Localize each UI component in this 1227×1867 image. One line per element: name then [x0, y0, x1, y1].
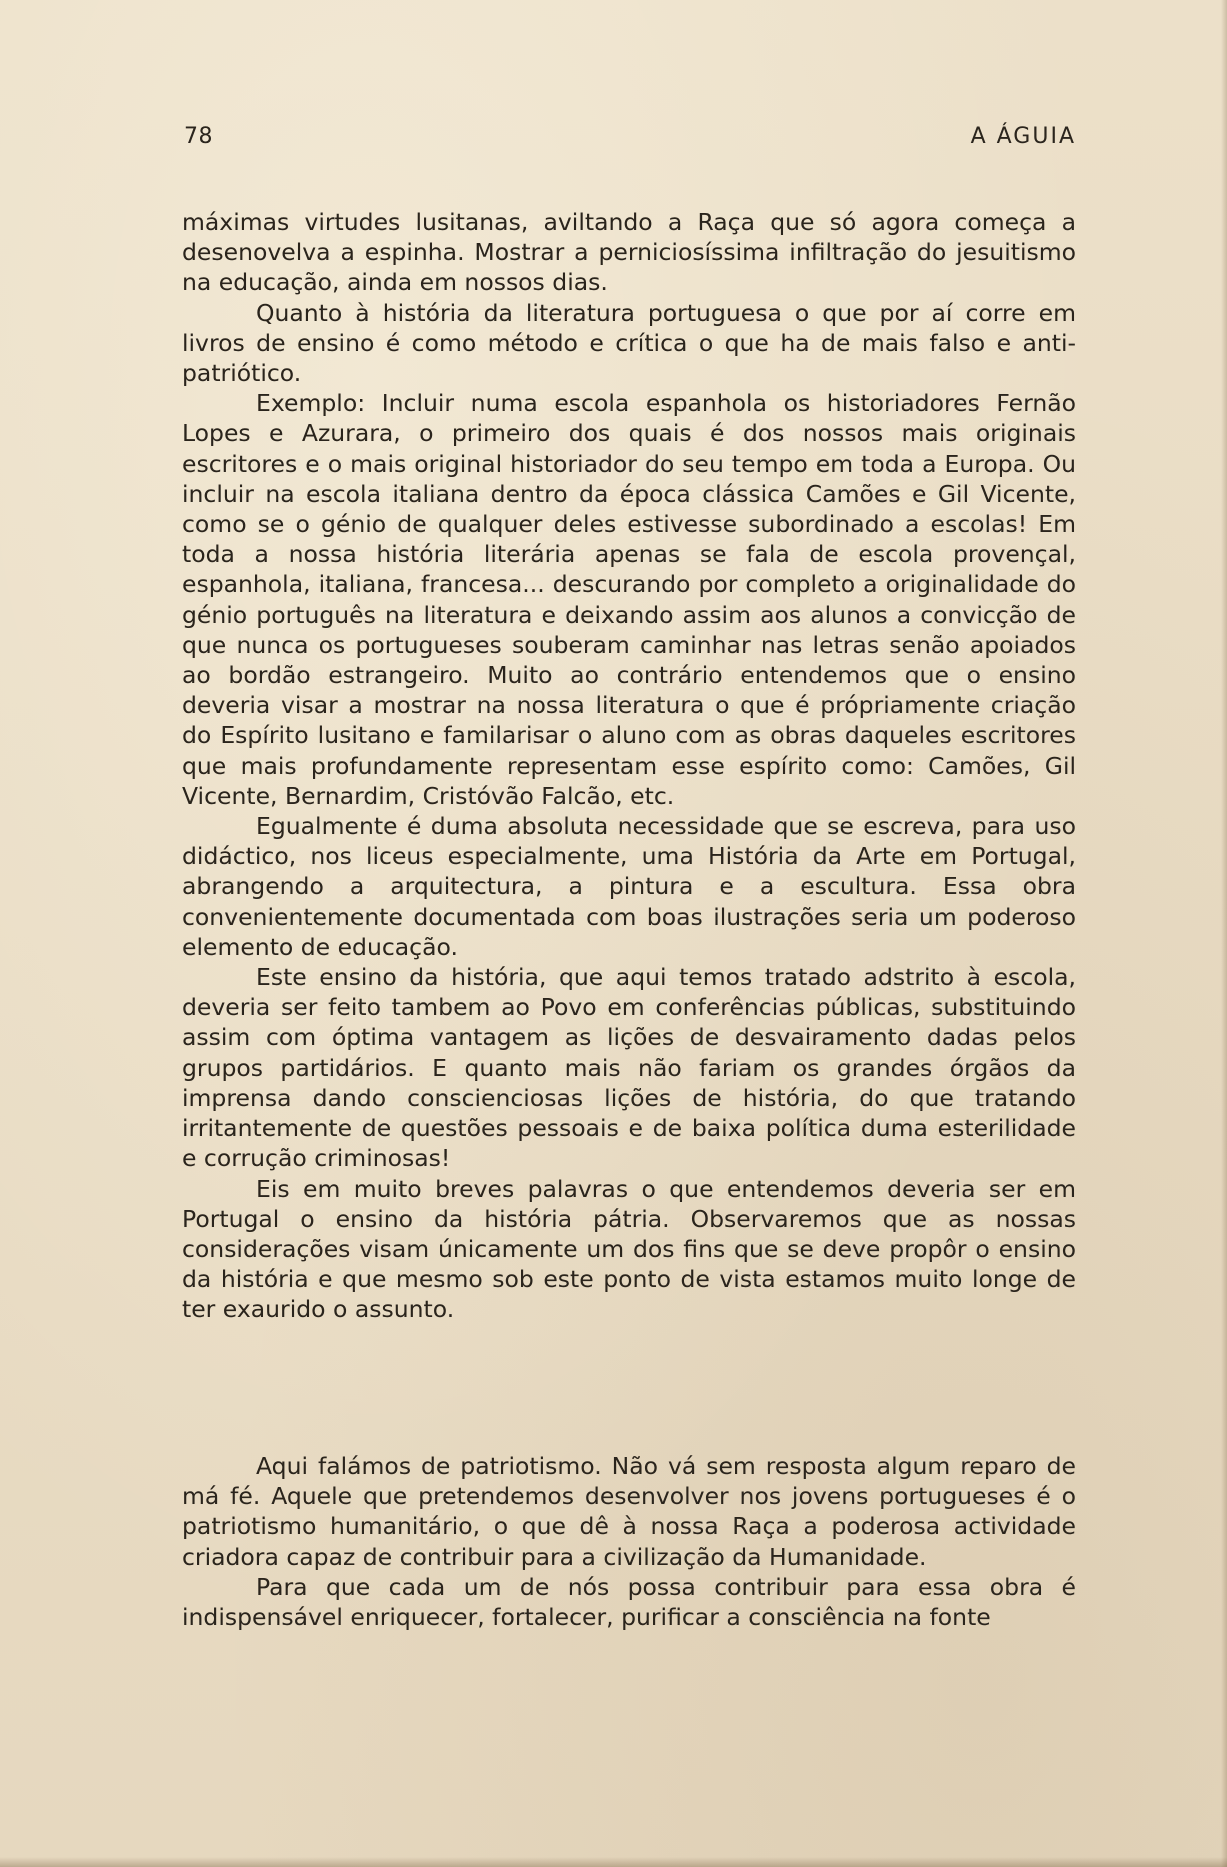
paragraph-literature-history: Quanto à história da literatura portuguesa o que por aí corre em livros de ensino é como método e crítica o que ha de mais falso e anti-patriótico. — [182, 298, 1076, 388]
page-edge-shadow-right — [1221, 0, 1227, 1867]
running-title: A ÁGUIA — [970, 124, 1076, 149]
main-text-block — [182, 207, 1076, 1325]
page-header — [184, 124, 1076, 154]
paragraph-continuation: máximas virtudes lusitanas, aviltando a Raça que só agora começa a desenovelva a espinha. Mostrar a perniciosíssima infiltração do jesuitismo na educação, ainda em nossos dias. — [182, 208, 1076, 297]
paragraph-contribution: Para que cada um de nós possa contribuir para essa obra é indispensável enriquecer, fortalecer, purificar a consciência na fonte — [182, 1572, 1076, 1632]
second-section-text-block — [182, 1451, 1076, 1632]
page-number: 78 — [184, 124, 213, 149]
paragraph-example: Exemplo: Incluir numa escola espanhola os historiadores Fernão Lopes e Azurara, o primeiro dos quais é dos nossos mais originais escritores e o mais original historiador do seu tempo em toda a Europa. Ou incluir na escola italiana dentro da época clássica Camões e Gil Vicente, como se o génio de qualquer deles estivesse subordinado a escolas! Em toda a nossa história literária apenas se fala de escola provençal, espanhola, italiana, francesa... descurando por completo a originalidade do génio português na literatura e deixando assim aos alunos a convicção de que nunca os portugueses souberam caminhar nas letras senão apoiados ao bordão estrangeiro. Muito ao contrário entendemos que o ensino deveria visar a mostrar na nossa literatura o que é própriamente criação do Espírito lusitano e familarisar o aluno com as obras daqueles escritores que mais profundamente representam esse espírito como: Camões, Gil Vicente, Bernardim, Cristóvão Falcão, etc. — [182, 389, 1076, 810]
paragraph-art-history: Egualmente é duma absoluta necessidade que se escreva, para uso didáctico, nos liceus especialmente, uma História da Arte em Portugal, abrangendo a arquitectura, a pintura e a escultura. Essa obra convenientemente documentada com boas ilustrações seria um poderoso elemento de educação. — [182, 812, 1076, 961]
paragraph-public-teaching: Este ensino da história, que aqui temos tratado adstrito à escola, deveria ser feito tambem ao Povo em conferências públicas, substituindo assim com óptima vantagem as lições de desvairamento dadas pelos grupos partidários. E quanto mais não fariam os grandes órgãos da imprensa dando conscienciosas lições de história, do que tratando irritantemente de questões pessoais e de baixa política duma esterilidade e corrução criminosas! — [182, 963, 1076, 1173]
paragraph-conclusion: Eis em muito breves palavras o que entendemos deveria ser em Portugal o ensino da história pátria. Observaremos que as nossas considerações visam únicamente um dos fins que se deve propôr o ensino da história e que mesmo sob este ponto de vista estamos muito longe de ter exaurido o assunto. — [182, 1174, 1076, 1324]
page-edge-shadow-bottom — [0, 1857, 1227, 1867]
paragraph-patriotism: Aqui falámos de patriotismo. Não vá sem resposta algum reparo de má fé. Aquele que pretendemos desenvolver nos jovens portugueses é o patriotismo humanitário, o que dê à nossa Raça a poderosa actividade criadora capaz de contribuir para a civilização da Humanidade. — [182, 1452, 1076, 1571]
